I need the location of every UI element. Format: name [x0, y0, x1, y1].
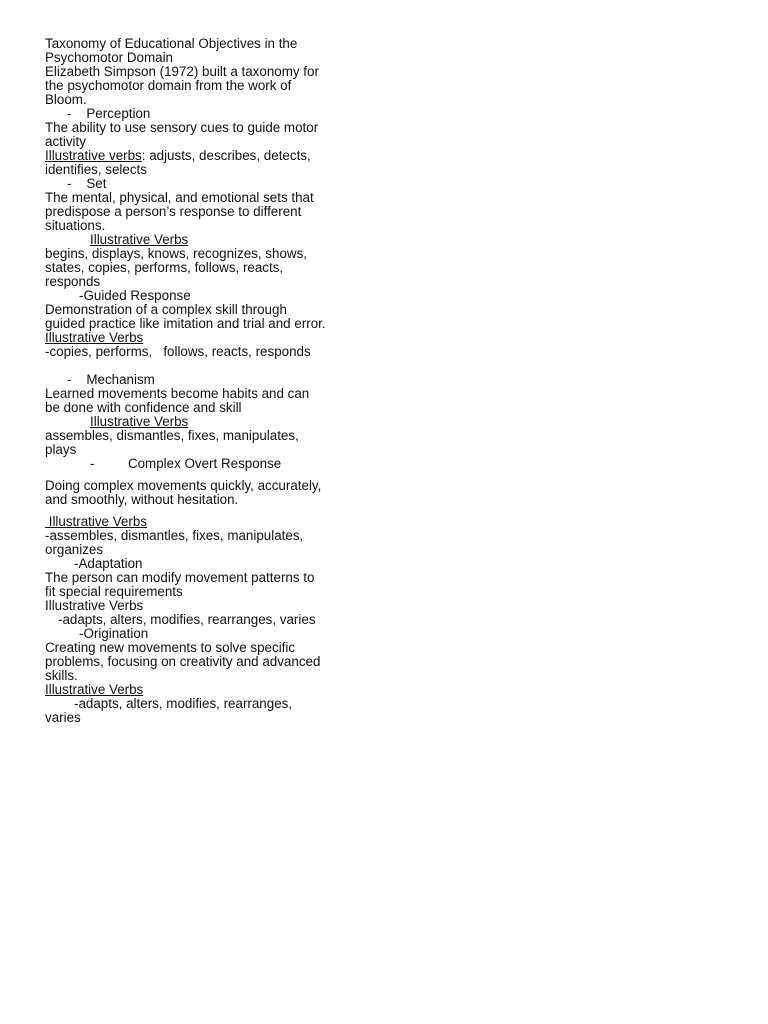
verbs-list: -adapts, alters, modifies, rearranges, varies: [58, 612, 316, 627]
intro-line: Elizabeth Simpson (1972) built a taxonomy for: [45, 64, 319, 79]
verbs-line: [45, 149, 375, 163]
verbs-label: Illustrative Verbs: [45, 682, 144, 697]
intro-line: Bloom.: [45, 92, 87, 107]
section-description: fit special requirements: [45, 584, 183, 599]
section-heading-origination: -Origination: [79, 626, 149, 641]
verbs-list: organizes: [45, 542, 104, 557]
section-description: skills.: [45, 668, 78, 683]
verbs-list: -copies, performs, follows, reacts, responds: [45, 344, 311, 359]
verbs-list: varies: [45, 710, 81, 725]
section-heading-adaptation: -Adaptation: [74, 556, 143, 571]
verbs-list: : adjusts, describes, detects,: [141, 148, 311, 163]
section-description: be done with confidence and skill: [45, 400, 242, 415]
verbs-label: Illustrative Verbs: [45, 514, 147, 529]
verbs-list: responds: [45, 274, 101, 289]
verbs-list: begins, displays, knows, recognizes, shows,: [45, 246, 307, 261]
section-description: situations.: [45, 218, 106, 233]
verbs-label: Illustrative Verbs: [45, 598, 144, 613]
section-description: The ability to use sensory cues to guide motor: [45, 120, 319, 135]
section-description: Learned movements become habits and can: [45, 386, 310, 401]
section-description: activity: [45, 134, 86, 149]
intro-line: the psychomotor domain from the work of: [45, 78, 292, 93]
verbs-list: states, copies, performs, follows, reacts,: [45, 260, 284, 275]
section-heading-complex-overt-response: - Complex Overt Response: [90, 456, 282, 471]
section-description: The person can modify movement patterns to: [45, 570, 315, 585]
section-description: guided practice like imitation and trial and error.: [45, 316, 326, 331]
doc-title-line: Psychomotor Domain: [45, 50, 174, 65]
verbs-list: -adapts, alters, modifies, rearranges,: [74, 696, 293, 711]
section-description: problems, focusing on creativity and advanced: [45, 654, 321, 669]
verbs-label: Illustrative Verbs: [90, 232, 189, 247]
verbs-list: assembles, dismantles, fixes, manipulates,: [45, 428, 299, 443]
section-heading-guided-response: -Guided Response: [79, 288, 191, 303]
verbs-label: Illustrative Verbs: [45, 330, 144, 345]
section-description: Demonstration of a complex skill through: [45, 302, 287, 317]
doc-title-line: Taxonomy of Educational Objectives in the: [45, 36, 298, 51]
verbs-list: identifies, selects: [45, 162, 147, 177]
section-heading-set: - Set: [67, 176, 107, 191]
section-description: and smoothly, without hesitation.: [45, 492, 239, 507]
section-heading-mechanism: - Mechanism: [67, 372, 155, 387]
section-description: Creating new movements to solve specific: [45, 640, 296, 655]
section-description: The mental, physical, and emotional sets that: [45, 190, 314, 205]
verbs-list: plays: [45, 442, 77, 457]
verbs-label: Illustrative verbs: [45, 148, 142, 163]
section-heading-perception: - Perception: [67, 106, 151, 121]
document-body: [45, 37, 375, 725]
section-description: Doing complex movements quickly, accurately,: [45, 478, 322, 493]
verbs-list: -assembles, dismantles, fixes, manipulates,: [45, 528, 304, 543]
verbs-label: Illustrative Verbs: [90, 414, 189, 429]
blank-line: [45, 359, 375, 373]
section-description: predispose a person’s response to different: [45, 204, 302, 219]
